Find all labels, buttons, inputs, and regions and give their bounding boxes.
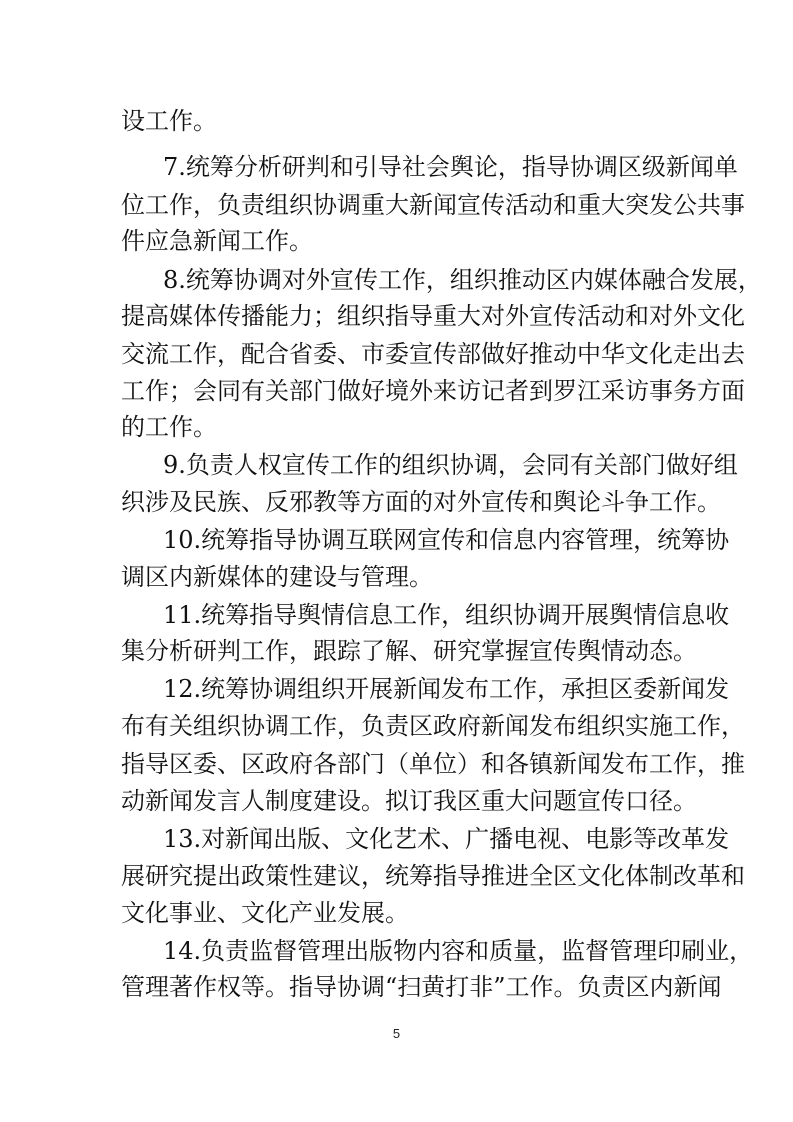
text-line: 件应急新闻工作。 [121, 227, 313, 255]
text-line: 管理著作权等。指导协调“扫黄打非”工作。负责区内新闻 [121, 973, 722, 1001]
text-line: 7.统筹分析研判和引导社会舆论，指导协调区级新闻单 [163, 153, 738, 181]
text-line: 10.统筹指导协调互联网宣传和信息内容管理，统筹协 [163, 526, 730, 554]
text-line: 8.统筹协调对外宣传工作，组织推动区内媒体融合发展， [163, 266, 762, 294]
text-line: 12.统筹协调组织开展新闻发布工作，承担区委新闻发 [163, 675, 730, 703]
text-line: 13.对新闻出版、文化艺术、广播电视、电影等改革发 [163, 825, 730, 853]
page-number: 5 [392, 1026, 401, 1041]
text-line: 设工作。 [121, 107, 217, 135]
text-line: 文化事业、文化产业发展。 [121, 899, 409, 927]
text-line: 交流工作，配合省委、市委宣传部做好推动中华文化走出去 [121, 340, 745, 368]
text-line: 位工作，负责组织协调重大新闻宣传活动和重大突发公共事 [121, 191, 745, 219]
text-line: 展研究提出政策性建议，统筹指导推进全区文化体制改革和 [121, 862, 745, 890]
text-line: 14.负责监督管理出版物内容和质量，监督管理印刷业， [163, 937, 754, 965]
text-line: 织涉及民族、反邪教等方面的对外宣传和舆论斗争工作。 [121, 488, 721, 516]
text-line: 工作；会同有关部门做好境外来访记者到罗江采访事务方面 [121, 377, 745, 405]
text-line: 集分析研判工作，跟踪了解、研究掌握宣传舆情动态。 [121, 637, 697, 665]
text-line: 指导区委、区政府各部门（单位）和各镇新闻发布工作，推 [121, 750, 745, 778]
text-line: 9.负责人权宣传工作的组织协调，会同有关部门做好组 [163, 451, 738, 479]
text-line: 提高媒体传播能力；组织指导重大对外宣传活动和对外文化 [121, 302, 745, 330]
text-line: 布有关组织协调工作，负责区政府新闻发布组织实施工作， [121, 712, 745, 740]
text-line: 11.统筹指导舆情信息工作，组织协调开展舆情信息收 [163, 601, 730, 629]
text-line: 的工作。 [121, 413, 217, 441]
text-line: 调区内新媒体的建设与管理。 [121, 563, 433, 591]
text-line: 动新闻发言人制度建设。拟订我区重大问题宣传口径。 [121, 787, 697, 815]
